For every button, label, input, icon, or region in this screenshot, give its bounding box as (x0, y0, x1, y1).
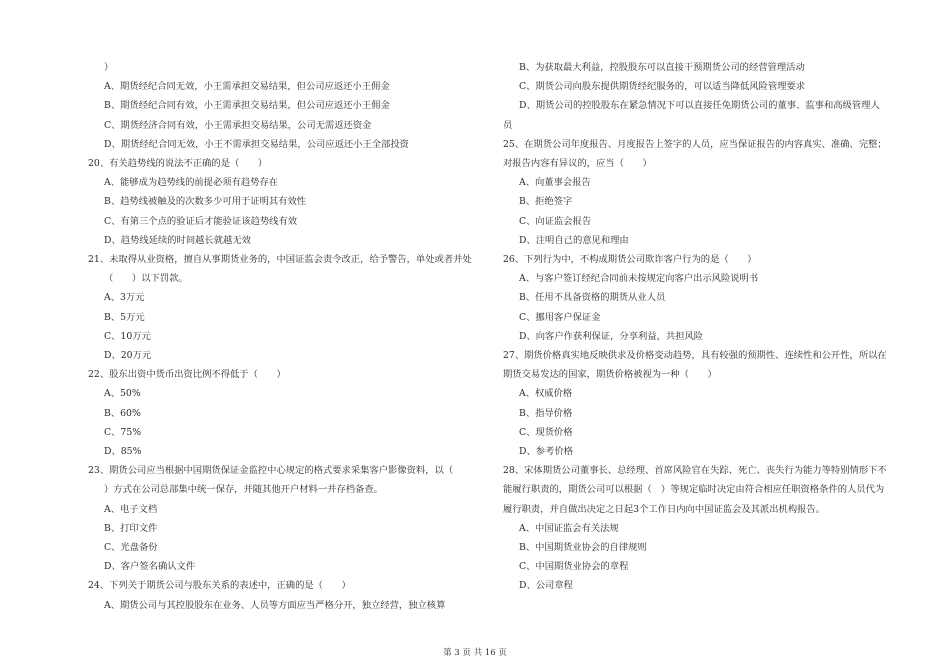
answer-option: C、挪用客户保证金 (519, 311, 601, 323)
answer-option: A、权威价格 (519, 388, 573, 400)
answer-option: C、向证监会报告 (519, 215, 592, 227)
question-text-line: 24、下列关于期货公司与股东关系的表述中，正确的是（ ） (88, 580, 351, 592)
answer-option: D、期货公司的控股股东在紧急情况下可以直接任免期货公司的董事、监事和高级管理人 (519, 100, 880, 112)
answer-option: A、向董事会报告 (519, 177, 591, 189)
answer-option: B、为获取最大利益，控股股东可以直接干预期货公司的经营管理活动 (519, 62, 805, 73)
question-text-line: 20、有关趋势线的说法不正确的是（ ） (88, 158, 268, 170)
question-text-line: 能履行职责的，期货公司可以根据（ ）等规定临时决定由符合相应任职资格条件的人员代为 (503, 484, 885, 496)
answer-option: B、60% (104, 407, 141, 419)
question-text-line: 对报告内容有异议的，应当（ ） (503, 158, 652, 170)
answer-option: B、打印文件 (104, 522, 158, 534)
question-text-line: 期货交易发达的国家，期货价格被视为一种（ ） (503, 369, 717, 381)
answer-option: A、中国证监会有关法规 (519, 522, 619, 534)
question-text-line: ） (104, 62, 114, 73)
answer-option: C、期货公司向股东提供期货经纪服务的，可以适当降低风险管理要求 (519, 81, 806, 93)
question-text-line: 27、期货价格真实地反映供求及价格变动趋势，具有较强的预期性、连续性和公开性，所以在 (503, 350, 887, 362)
answer-option: A、期货经纪合同无效，小王需承担交易结果，但公司应返还小王佣金 (104, 81, 390, 93)
answer-option: C、期货经济合同有效，小王需承担交易结果，公司无需返还资金 (104, 119, 372, 131)
answer-option: C、光盘备份 (104, 542, 158, 554)
answer-option: D、期货经纪合同无效，小王不需承担交易结果，公司应返还小王全部投资 (104, 138, 409, 150)
answer-option: C、75% (104, 426, 142, 438)
answer-option: D、趋势线延续的时间越长就越无效 (104, 234, 251, 246)
answer-option: A、能够成为趋势线的前提必须有趋势存在 (104, 177, 279, 189)
answer-option: B、趋势线被触及的次数多少可用于证明其有效性 (104, 196, 307, 208)
answer-option: B、拒绝签字 (519, 196, 573, 208)
answer-option: B、中国期货业协会的自律规则 (519, 542, 647, 554)
page-footer: 第 3 页 共 16 页 (443, 648, 507, 658)
question-text-line: 21、未取得从业资格，擅自从事期货业务的，中国证监会责令改正，给予警告，单处或者并处 (88, 254, 472, 266)
answer-option: B、任用不具备资格的期货从业人员 (519, 292, 666, 304)
answer-option: C、有第三个点的验证后才能验证该趋势线有效 (104, 215, 298, 227)
answer-option: A、50% (104, 388, 141, 400)
answer-option: B、5万元 (104, 311, 145, 323)
question-text-line: 28、宋体期货公司董事长、总经理、首席风险官在失踪、死亡、丧失行为能力等特别情形下不 (503, 465, 887, 477)
right-column (503, 58, 903, 596)
question-text-line: 22、股东出资中货币出资比例不得低于（ ） (88, 369, 286, 381)
question-text-line: 25、在期货公司年度报告、月度报告上签字的人员，应当保证报告的内容真实、准确、完整； (503, 138, 887, 150)
answer-option: D、20万元 (104, 350, 152, 362)
question-text-line: 26、下列行为中，不构成期货公司欺诈客户行为的是（ ） (503, 254, 757, 266)
question-text-line: 员 (503, 119, 513, 131)
answer-option: C、现货价格 (519, 426, 573, 438)
answer-option: C、中国期货业协会的章程 (519, 561, 629, 573)
answer-option: D、参考价格 (519, 446, 573, 458)
answer-option: B、期货经纪合同有效，小王需承担交易结果，但公司应返还小王佣金 (104, 100, 390, 112)
answer-option: A、电子文档 (104, 503, 158, 515)
answer-option: D、客户签名确认文件 (104, 561, 196, 573)
answer-option: D、公司章程 (519, 580, 573, 592)
question-text-line: ）方式在公司总部集中统一保存，并随其他开户材料一并存档备查。 (104, 484, 383, 496)
answer-option: D、向客户作获利保证，分享利益，共担风险 (519, 330, 704, 342)
answer-option: A、期货公司与其控股股东在业务、人员等方面应当严格分开，独立经营，独立核算 (104, 599, 446, 611)
question-text-line: （ ）以下罚款。 (104, 273, 188, 285)
question-text-line: 履行职责，并自做出决定之日起3个工作日内向中国证监会及其派出机构报告。 (503, 503, 826, 515)
answer-option: A、与客户签订经纪合同前未按规定向客户出示风险说明书 (519, 273, 759, 285)
answer-option: C、10万元 (104, 330, 151, 342)
answer-option: B、指导价格 (519, 407, 573, 419)
left-column (88, 58, 488, 615)
answer-option: D、注明自己的意见和理由 (519, 234, 629, 246)
answer-option: D、85% (104, 446, 142, 458)
answer-option: A、3万元 (104, 292, 145, 304)
question-text-line: 23、期货公司应当根据中国期货保证金监控中心规定的格式要求采集客户影像资料，以（ (88, 465, 454, 477)
